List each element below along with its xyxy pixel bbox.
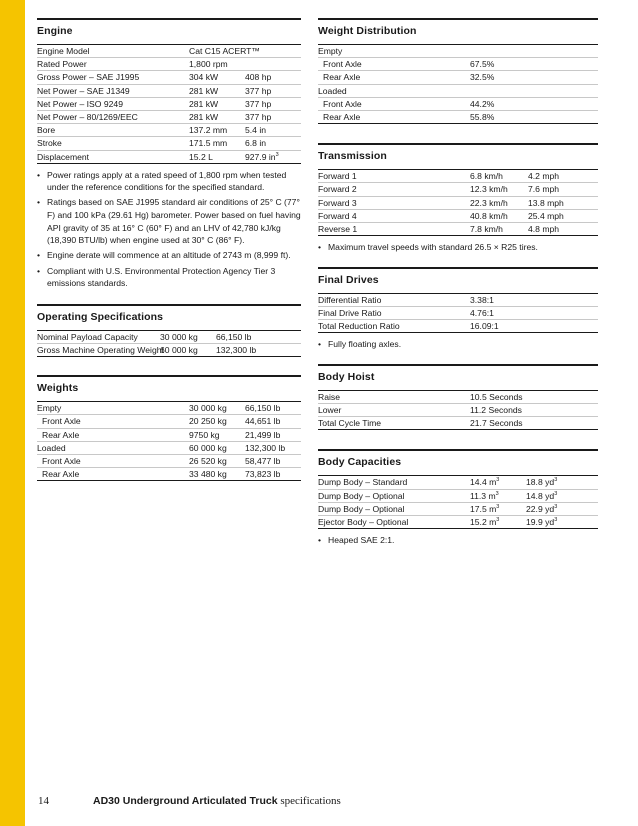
final-drives-heading: Final Drives <box>318 267 598 294</box>
operating-heading: Operating Specifications <box>37 304 301 331</box>
row-label: Ejector Body – Optional <box>318 516 409 527</box>
operating-section <box>37 304 301 357</box>
row-value: 58,477 lb <box>245 455 281 466</box>
engine-table <box>37 45 301 164</box>
row-value: 60 000 kg <box>189 442 227 453</box>
row-value: 13.8 mph <box>528 197 564 208</box>
body-hoist-section <box>318 364 598 431</box>
table-row <box>37 58 301 71</box>
page-number: 14 <box>38 795 49 807</box>
table-row <box>318 391 598 404</box>
row-label: Rear Axle <box>42 469 80 480</box>
table-row <box>37 137 301 150</box>
superscript: 3 <box>496 503 500 510</box>
row-value: 927.9 $in^3$ <box>245 151 279 162</box>
row-value: 377 hp <box>245 85 272 96</box>
row-value: 9750 kg <box>189 429 220 440</box>
right-column <box>318 18 598 549</box>
row-label: Total Reduction Ratio <box>318 321 400 332</box>
row-label: Net Power – SAE J1349 <box>37 85 130 96</box>
body-capacities-notes <box>318 529 598 547</box>
table-row <box>318 45 598 58</box>
operating-table <box>37 331 301 357</box>
body-hoist-table <box>318 391 598 431</box>
row-label: Empty <box>37 403 62 414</box>
table-row <box>318 476 598 489</box>
row-value: 67.5% <box>470 59 495 70</box>
table-row <box>318 85 598 98</box>
row-label: Rear Axle <box>323 72 361 83</box>
row-value: 25.4 mph <box>528 210 564 221</box>
yellow-sidebar-stripe <box>0 0 25 826</box>
row-value: 1,800 rpm <box>189 59 228 70</box>
superscript: 3 <box>554 516 558 523</box>
note-item: • Fully floating axles. <box>318 338 598 351</box>
row-label: Nominal Payload Capacity <box>37 331 138 342</box>
row-label: Loaded <box>318 85 347 96</box>
row-value: 408 hp <box>245 72 272 83</box>
table-row <box>37 98 301 111</box>
superscript: 3 <box>496 516 500 523</box>
body-capacities-heading: Body Capacities <box>318 449 598 476</box>
row-label: Forward 3 <box>318 197 357 208</box>
row-value: 11.3 $m^3$ <box>470 490 499 501</box>
row-value: 6.8 km/h <box>470 171 503 182</box>
table-row <box>37 344 301 357</box>
note-item: • Ratings based on SAE J1995 standard air conditions of 25° C (77° F) and 100 kPa (29.61 Hg) barometer. Power based on fuel having API gravity of 35 at 16° C (60° F) and an LHV of 42,780 kJ/kg (18,390 BTU/lb) when engine used at 30° C (86° F). <box>37 196 301 246</box>
table-row <box>318 170 598 183</box>
table-row <box>318 503 598 516</box>
row-label: Front Axle <box>323 98 362 109</box>
superscript: 3 <box>554 503 558 510</box>
row-value: 55.8% <box>470 111 495 122</box>
note-item: • Power ratings apply at a rated speed of 1,800 rpm when tested under the reference conditions for the specified standard. <box>37 169 301 194</box>
final-drives-notes <box>318 333 598 351</box>
row-value: 137.2 mm <box>189 125 228 136</box>
table-row <box>318 294 598 307</box>
table-row <box>37 151 301 164</box>
weight-distribution-heading: Weight Distribution <box>318 18 598 45</box>
table-row <box>37 45 301 58</box>
row-label: Displacement <box>37 151 90 162</box>
row-value: Cat C15 ACERT™ <box>189 46 261 56</box>
table-row <box>37 85 301 98</box>
row-value: 22.9 $yd^3$ <box>526 503 558 514</box>
row-value: 19.9 $yd^3$ <box>526 516 558 527</box>
row-label: Forward 1 <box>318 171 357 182</box>
row-value: 281 kW <box>189 98 219 109</box>
superscript: 3 <box>275 151 279 158</box>
row-value: 73,823 lb <box>245 469 281 480</box>
table-row <box>37 442 301 455</box>
note-item: • Maximum travel speeds with standard 26.5 × R25 tires. <box>318 241 598 254</box>
row-label: Front Axle <box>42 416 81 427</box>
row-value: 304 kW <box>189 72 219 83</box>
row-value: 377 hp <box>245 98 272 109</box>
row-value: 14.8 $yd^3$ <box>526 490 558 501</box>
row-value: 7.8 km/h <box>470 223 503 234</box>
row-value <box>245 45 301 57</box>
transmission-section <box>318 143 598 254</box>
table-row <box>37 468 301 481</box>
row-label: Differential Ratio <box>318 294 382 305</box>
table-row <box>318 183 598 196</box>
row-label: Rear Axle <box>323 111 361 122</box>
row-label: Front Axle <box>42 455 81 466</box>
table-row <box>37 331 301 344</box>
row-label: Total Cycle Time <box>318 418 382 429</box>
final-drives-table <box>318 294 598 334</box>
row-value: 12.3 km/h <box>470 184 508 195</box>
row-value: 6.8 in <box>245 138 267 149</box>
engine-section <box>37 18 301 290</box>
row-label: Dump Body – Standard <box>318 477 408 488</box>
engine-heading: Engine <box>37 18 301 45</box>
row-label: Final Drive Ratio <box>318 307 382 318</box>
row-value: 40.8 km/h <box>470 210 508 221</box>
row-label: Forward 2 <box>318 184 357 195</box>
table-row <box>318 490 598 503</box>
note-item: • Compliant with U.S. Environmental Protection Agency Tier 3 emissions standards. <box>37 265 301 290</box>
table-row <box>37 71 301 84</box>
transmission-notes <box>318 236 598 254</box>
superscript: 3 <box>496 477 500 484</box>
row-label: Dump Body – Optional <box>318 490 405 501</box>
table-row <box>37 455 301 468</box>
table-row <box>37 402 301 415</box>
page-footer <box>38 795 598 807</box>
row-label: Rated Power <box>37 59 87 70</box>
weight-distribution-table <box>318 45 598 124</box>
row-value: 10.5 Seconds <box>470 391 523 402</box>
row-value: 132,300 lb <box>245 442 286 453</box>
row-label: Front Axle <box>323 59 362 70</box>
row-label: Dump Body – Optional <box>318 503 405 514</box>
body-hoist-heading: Body Hoist <box>318 364 598 391</box>
row-label: Forward 4 <box>318 210 357 221</box>
superscript: 3 <box>554 477 558 484</box>
body-capacities-section <box>318 449 598 546</box>
row-value: 30 000 kg <box>189 403 227 414</box>
row-value: 4.76:1 <box>470 307 494 318</box>
table-row <box>37 124 301 137</box>
row-value <box>470 85 598 97</box>
row-label: Empty <box>318 46 343 56</box>
row-value: 66,150 lb <box>216 331 252 342</box>
row-label: Net Power – ISO 9249 <box>37 98 123 109</box>
row-value: 33 480 kg <box>189 469 227 480</box>
row-value: 17.5 $m^3$ <box>470 503 500 514</box>
row-value: 15.2 $m^3$ <box>470 516 500 527</box>
row-label: Engine Model <box>37 46 90 56</box>
row-value <box>245 58 301 70</box>
transmission-table <box>318 170 598 236</box>
table-row <box>37 111 301 124</box>
row-value: 44.2% <box>470 98 495 109</box>
final-drives-section <box>318 267 598 351</box>
engine-notes <box>37 164 301 290</box>
row-value: 281 kW <box>189 85 219 96</box>
row-value: 44,651 lb <box>245 416 281 427</box>
row-label: Raise <box>318 391 340 402</box>
row-value: 3.38:1 <box>470 294 494 305</box>
table-row <box>318 417 598 430</box>
row-value: 5.4 in <box>245 125 267 136</box>
row-value: 171.5 mm <box>189 138 228 149</box>
weights-table <box>37 402 301 481</box>
table-row <box>318 111 598 124</box>
row-label: Loaded <box>37 442 66 453</box>
table-row <box>318 307 598 320</box>
row-value: 4.2 mph <box>528 171 560 182</box>
footer-title: AD30 Underground Articulated Truck <box>93 795 278 807</box>
row-label: Gross Machine Operating Weight <box>37 345 164 355</box>
row-value: 22.3 km/h <box>470 197 508 208</box>
row-value: 281 kW <box>189 111 219 122</box>
note-item: • Heaped SAE 2:1. <box>318 534 598 547</box>
superscript: 3 <box>554 490 558 497</box>
row-label: Gross Power – SAE J1995 <box>37 72 140 83</box>
table-row <box>318 98 598 111</box>
row-value: 60 000 kg <box>160 345 198 355</box>
table-row <box>318 404 598 417</box>
row-value: 32.5% <box>470 72 495 83</box>
footer-suffix: specifications <box>277 795 341 807</box>
table-row <box>37 415 301 428</box>
row-label: Net Power – 80/1269/EEC <box>37 111 138 122</box>
row-label: Bore <box>37 125 56 136</box>
row-value: 16.09:1 <box>470 321 499 332</box>
table-row <box>37 429 301 442</box>
row-value: 377 hp <box>245 111 272 122</box>
row-label: Stroke <box>37 138 62 149</box>
row-value: 20 250 kg <box>189 416 227 427</box>
body-capacities-table <box>318 476 598 529</box>
table-row <box>318 223 598 236</box>
left-column <box>37 18 301 481</box>
weight-distribution-section <box>318 18 598 124</box>
row-value <box>470 45 598 57</box>
transmission-heading: Transmission <box>318 143 598 170</box>
row-value: 11.2 Seconds <box>470 405 522 415</box>
table-row <box>318 71 598 84</box>
table-row <box>318 58 598 71</box>
row-value: 4.8 mph <box>528 223 560 234</box>
row-label: Lower <box>318 405 342 415</box>
weights-heading: Weights <box>37 375 301 402</box>
row-label: Rear Axle <box>42 429 80 440</box>
note-item: • Engine derate will commence at an altitude of 2743 m (8,999 ft). <box>37 249 301 262</box>
row-value: 21,499 lb <box>245 429 281 440</box>
row-value: 15.2 L <box>189 151 213 162</box>
superscript: 3 <box>495 490 499 497</box>
row-value: 132,300 lb <box>216 345 257 355</box>
row-value: 26 520 kg <box>189 455 227 466</box>
row-value: 66,150 lb <box>245 403 281 414</box>
weights-section <box>37 375 301 481</box>
row-value: 18.8 $yd^3$ <box>526 477 558 488</box>
table-row <box>318 210 598 223</box>
row-value: 21.7 Seconds <box>470 418 523 429</box>
row-label: Reverse 1 <box>318 223 358 234</box>
table-row <box>318 197 598 210</box>
row-value: 14.4 $m^3$ <box>470 477 500 488</box>
row-value: 7.6 mph <box>528 184 560 195</box>
table-row <box>318 516 598 529</box>
table-row <box>318 320 598 333</box>
row-value: 30 000 kg <box>160 331 198 342</box>
